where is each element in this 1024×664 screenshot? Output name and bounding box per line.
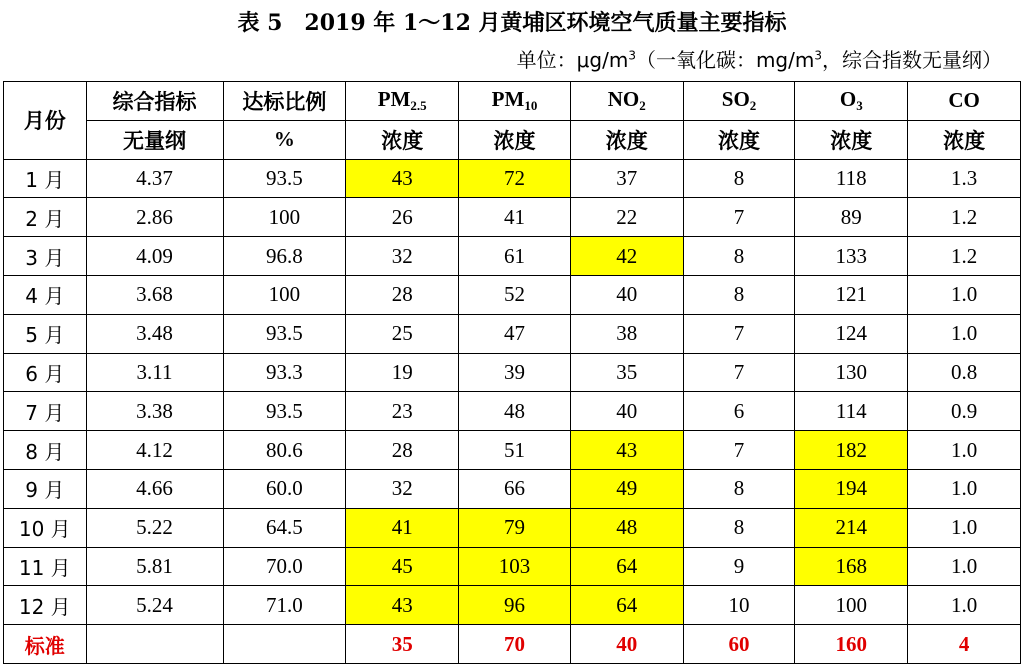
co-cell: 1.0 — [908, 586, 1021, 625]
unit-sup: 3 — [814, 48, 822, 63]
month-cell: 6 月 — [4, 353, 87, 392]
o3-cell: 124 — [795, 314, 908, 353]
pm25-cell: 25 — [346, 314, 459, 353]
index-cell: 4.12 — [86, 431, 223, 470]
header-conc: 浓度 — [459, 120, 571, 159]
standard-o3-cell: 160 — [795, 625, 908, 664]
table-row — [4, 431, 1021, 470]
table-row — [4, 237, 1021, 276]
ratio-cell: 93.5 — [223, 314, 346, 353]
standard-co-cell: 4 — [908, 625, 1021, 664]
table-row — [4, 508, 1021, 547]
no2-cell: 64 — [570, 586, 683, 625]
o3-cell: 100 — [795, 586, 908, 625]
standard-index-cell — [86, 625, 223, 664]
co-cell: 1.2 — [908, 198, 1021, 237]
unit-note — [517, 44, 1002, 73]
index-cell: 2.86 — [86, 198, 223, 237]
pm10-cell: 48 — [459, 392, 571, 431]
month-cell: 5 月 — [4, 314, 87, 353]
standard-pm10-cell: 70 — [459, 625, 571, 664]
header-so2-sub: 2 — [749, 98, 757, 114]
index-cell: 3.48 — [86, 314, 223, 353]
ratio-cell: 93.5 — [223, 392, 346, 431]
pm25-cell: 32 — [346, 469, 459, 508]
table-row — [4, 392, 1021, 431]
no2-cell: 64 — [570, 547, 683, 586]
month-cell: 9 月 — [4, 469, 87, 508]
header-pm25-sub: 2.5 — [410, 98, 427, 114]
pm10-cell: 66 — [459, 469, 571, 508]
header-row-bottom — [4, 120, 1021, 159]
pm10-cell: 96 — [459, 586, 571, 625]
header-ratio: 达标比例 — [223, 82, 346, 121]
month-cell: 1 月 — [4, 159, 87, 198]
index-cell: 4.09 — [86, 237, 223, 276]
header-month: 月份 — [4, 82, 87, 160]
ratio-cell: 80.6 — [223, 431, 346, 470]
header-conc: 浓度 — [570, 120, 683, 159]
header-pm10-base: PM — [491, 87, 525, 112]
index-cell: 5.22 — [86, 508, 223, 547]
header-pm25 — [346, 82, 459, 121]
co-cell: 1.2 — [908, 237, 1021, 276]
co-cell: 0.9 — [908, 392, 1021, 431]
ratio-cell: 64.5 — [223, 508, 346, 547]
table-row — [4, 198, 1021, 237]
header-pm10 — [459, 82, 571, 121]
header-so2 — [683, 82, 795, 121]
no2-cell: 49 — [570, 469, 683, 508]
no2-cell: 43 — [570, 431, 683, 470]
unit-suffix: ，综合指数无量纲） — [822, 48, 1002, 72]
co-cell: 1.0 — [908, 508, 1021, 547]
table-row — [4, 547, 1021, 586]
standard-row — [4, 625, 1021, 664]
index-cell: 4.37 — [86, 159, 223, 198]
unit-middle: （一氧化碳：mg/m — [635, 48, 815, 72]
no2-cell: 48 — [570, 508, 683, 547]
pm10-cell: 41 — [459, 198, 571, 237]
standard-no2-cell: 40 — [570, 625, 683, 664]
o3-cell: 168 — [795, 547, 908, 586]
no2-cell: 22 — [570, 198, 683, 237]
pm25-cell: 23 — [346, 392, 459, 431]
standard-label: 标准 — [4, 625, 87, 664]
table-row — [4, 469, 1021, 508]
pm25-cell: 28 — [346, 431, 459, 470]
co-cell: 0.8 — [908, 353, 1021, 392]
pm10-cell: 103 — [459, 547, 571, 586]
pm10-cell: 61 — [459, 237, 571, 276]
unit-prefix: 单位：μg/m — [516, 48, 629, 72]
pm10-cell: 47 — [459, 314, 571, 353]
o3-cell: 182 — [795, 431, 908, 470]
header-o3 — [795, 82, 908, 121]
no2-cell: 40 — [570, 275, 683, 314]
so2-cell: 7 — [683, 353, 795, 392]
table-title: 表 5 2019 年 1～12 月黄埔区环境空气质量主要指标 — [237, 10, 787, 36]
no2-cell: 35 — [570, 353, 683, 392]
ratio-cell: 100 — [223, 198, 346, 237]
header-so2-base: SO — [721, 87, 750, 112]
ratio-cell: 93.5 — [223, 159, 346, 198]
month-cell: 4 月 — [4, 275, 87, 314]
ratio-cell: 100 — [223, 275, 346, 314]
index-cell: 5.24 — [86, 586, 223, 625]
co-cell: 1.3 — [908, 159, 1021, 198]
header-conc: 浓度 — [795, 120, 908, 159]
header-o3-sub: 3 — [856, 98, 863, 114]
index-cell: 5.81 — [86, 547, 223, 586]
month-cell: 8 月 — [4, 431, 87, 470]
o3-cell: 89 — [795, 198, 908, 237]
header-index-unit: 无量纲 — [86, 120, 223, 159]
header-co: CO — [908, 82, 1021, 121]
month-cell: 7 月 — [4, 392, 87, 431]
index-cell: 3.38 — [86, 392, 223, 431]
table-row — [4, 586, 1021, 625]
index-cell: 3.11 — [86, 353, 223, 392]
so2-cell: 10 — [683, 586, 795, 625]
no2-cell: 40 — [570, 392, 683, 431]
month-cell: 12 月 — [4, 586, 87, 625]
ratio-cell: 71.0 — [223, 586, 346, 625]
o3-cell: 114 — [795, 392, 908, 431]
header-row-top — [4, 82, 1021, 121]
air-quality-table — [3, 81, 1021, 664]
so2-cell: 8 — [683, 275, 795, 314]
ratio-cell: 60.0 — [223, 469, 346, 508]
header-conc: 浓度 — [908, 120, 1021, 159]
pm10-cell: 51 — [459, 431, 571, 470]
index-cell: 3.68 — [86, 275, 223, 314]
header-no2-base: NO — [607, 87, 640, 112]
month-cell: 2 月 — [4, 198, 87, 237]
so2-cell: 6 — [683, 392, 795, 431]
header-ratio-unit: % — [223, 120, 346, 159]
unit-sup: 3 — [628, 48, 636, 63]
co-cell: 1.0 — [908, 431, 1021, 470]
header-index: 综合指标 — [86, 82, 223, 121]
header-conc: 浓度 — [683, 120, 795, 159]
header-o3-base: O — [839, 87, 857, 112]
pm10-cell: 79 — [459, 508, 571, 547]
standard-ratio-cell — [223, 625, 346, 664]
header-no2-sub: 2 — [639, 98, 646, 114]
no2-cell: 37 — [570, 159, 683, 198]
pm10-cell: 72 — [459, 159, 571, 198]
pm25-cell: 28 — [346, 275, 459, 314]
pm25-cell: 19 — [346, 353, 459, 392]
pm25-cell: 26 — [346, 198, 459, 237]
so2-cell: 8 — [683, 508, 795, 547]
so2-cell: 8 — [683, 469, 795, 508]
co-cell: 1.0 — [908, 547, 1021, 586]
index-cell: 4.66 — [86, 469, 223, 508]
pm10-cell: 52 — [459, 275, 571, 314]
pm25-cell: 41 — [346, 508, 459, 547]
pm10-cell: 39 — [459, 353, 571, 392]
table-row — [4, 275, 1021, 314]
table-row — [4, 314, 1021, 353]
standard-so2-cell: 60 — [683, 625, 795, 664]
header-conc: 浓度 — [346, 120, 459, 159]
pm25-cell: 43 — [346, 586, 459, 625]
so2-cell: 7 — [683, 431, 795, 470]
header-pm25-base: PM — [377, 87, 411, 112]
o3-cell: 133 — [795, 237, 908, 276]
o3-cell: 214 — [795, 508, 908, 547]
month-cell: 10 月 — [4, 508, 87, 547]
o3-cell: 194 — [795, 469, 908, 508]
pm25-cell: 45 — [346, 547, 459, 586]
co-cell: 1.0 — [908, 469, 1021, 508]
so2-cell: 9 — [683, 547, 795, 586]
no2-cell: 38 — [570, 314, 683, 353]
o3-cell: 121 — [795, 275, 908, 314]
so2-cell: 7 — [683, 314, 795, 353]
header-pm10-sub: 10 — [524, 98, 538, 114]
o3-cell: 118 — [795, 159, 908, 198]
month-cell: 3 月 — [4, 237, 87, 276]
no2-cell: 42 — [570, 237, 683, 276]
ratio-cell: 96.8 — [223, 237, 346, 276]
o3-cell: 130 — [795, 353, 908, 392]
so2-cell: 7 — [683, 198, 795, 237]
ratio-cell: 93.3 — [223, 353, 346, 392]
ratio-cell: 70.0 — [223, 547, 346, 586]
pm25-cell: 43 — [346, 159, 459, 198]
header-no2 — [570, 82, 683, 121]
table-row — [4, 159, 1021, 198]
co-cell: 1.0 — [908, 314, 1021, 353]
table-row — [4, 353, 1021, 392]
so2-cell: 8 — [683, 159, 795, 198]
so2-cell: 8 — [683, 237, 795, 276]
month-cell: 11 月 — [4, 547, 87, 586]
co-cell: 1.0 — [908, 275, 1021, 314]
standard-pm25-cell: 35 — [346, 625, 459, 664]
pm25-cell: 32 — [346, 237, 459, 276]
